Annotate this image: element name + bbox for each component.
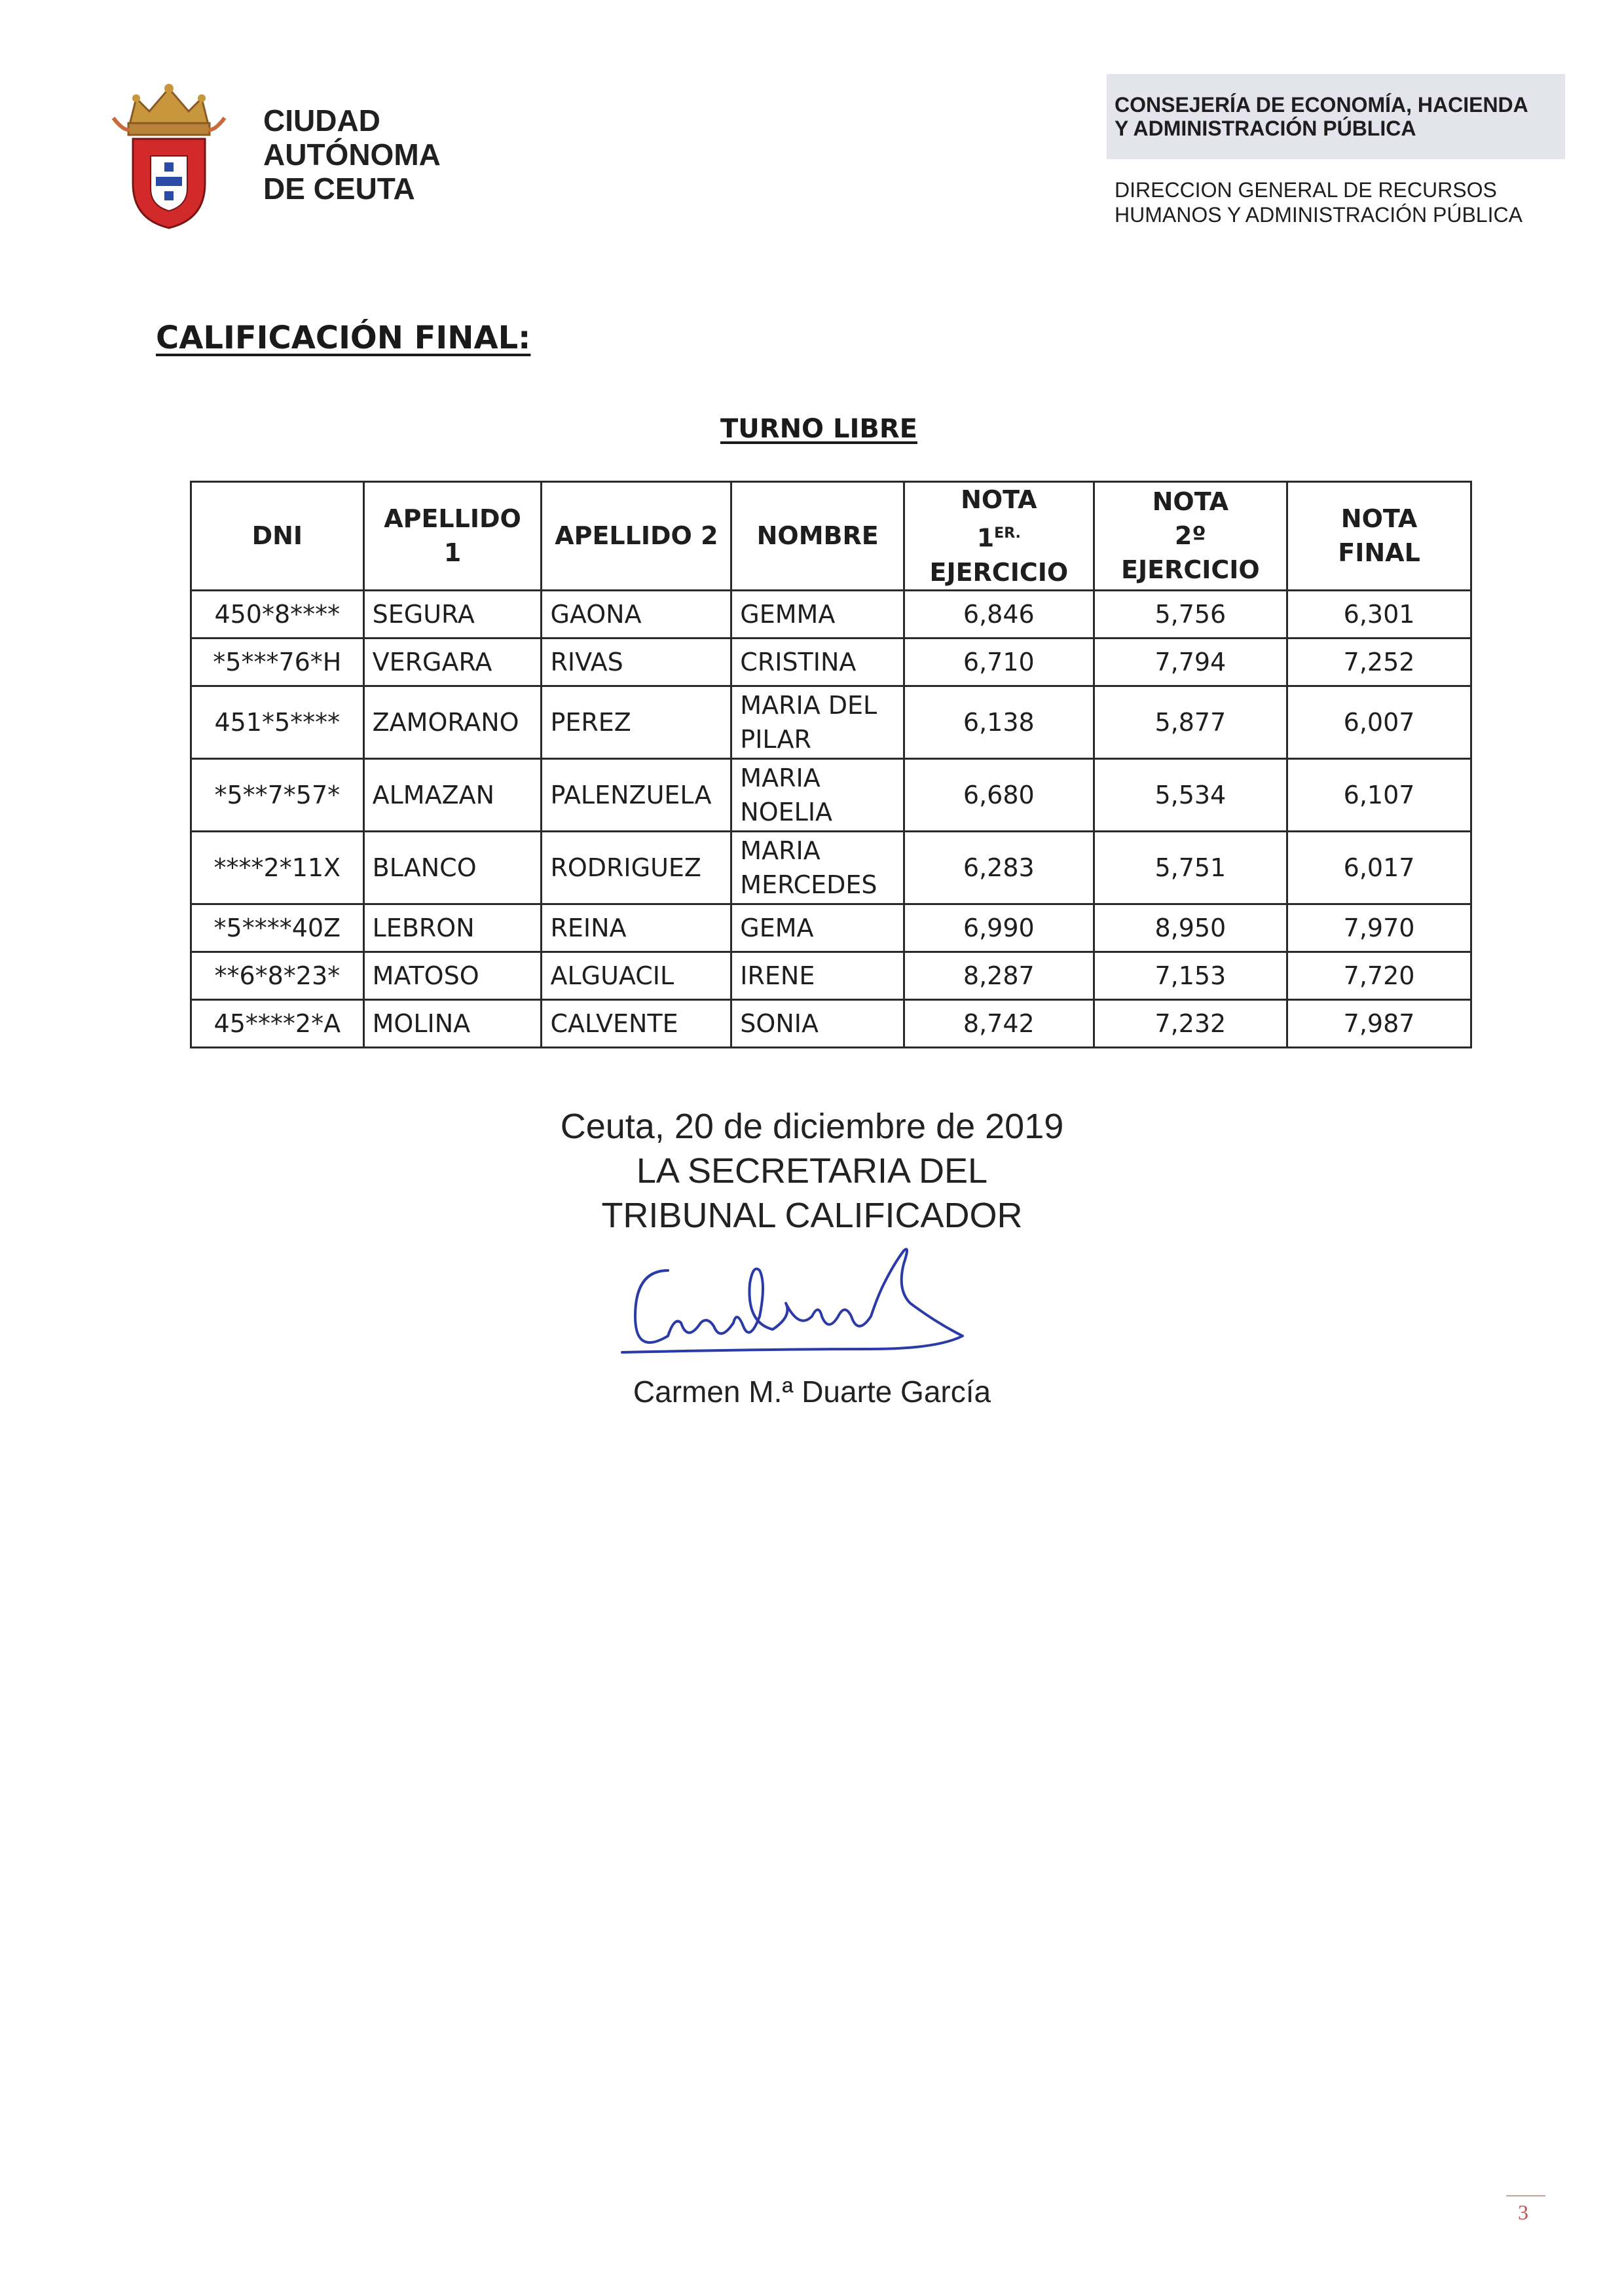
header-nota1-label: EJERCICIO xyxy=(929,557,1069,587)
cell-nota2: 5,534 xyxy=(1094,758,1287,831)
cell-nombre-line: MARIA xyxy=(740,763,821,792)
table-row xyxy=(191,638,1471,686)
header-final: NOTA FINAL xyxy=(1287,482,1471,591)
header-nota1-ordinal: ER. xyxy=(994,525,1021,542)
cell-final: 6,007 xyxy=(1287,686,1471,758)
cell-final: 6,107 xyxy=(1287,758,1471,831)
header-nota1-line2 xyxy=(913,517,1085,589)
header-nota2-line1: NOTA xyxy=(1152,487,1229,517)
directorate-line: DIRECCION GENERAL DE RECURSOS xyxy=(1115,178,1497,202)
cell-nombre: SONIA xyxy=(731,999,904,1047)
document-subtitle: TURNO LIBRE xyxy=(720,414,917,444)
cell-dni: 450*8**** xyxy=(191,590,364,638)
cell-nota2: 5,756 xyxy=(1094,590,1287,638)
cell-final: 7,970 xyxy=(1287,904,1471,952)
cell-apellido2: RODRIGUEZ xyxy=(542,831,731,904)
cell-dni: *5***76*H xyxy=(191,638,364,686)
cell-apellido1: MATOSO xyxy=(363,952,542,999)
cell-apellido2: RIVAS xyxy=(542,638,731,686)
crown-icon xyxy=(113,84,225,135)
header-nota2-line2: 2º EJERCICIO xyxy=(1121,521,1260,585)
cell-final: 7,720 xyxy=(1287,952,1471,999)
signer-role-line: LA SECRETARIA DEL xyxy=(636,1151,988,1191)
header-nota1 xyxy=(904,482,1094,591)
institution-name-line: AUTÓNOMA xyxy=(263,138,441,172)
department-line: CONSEJERÍA DE ECONOMÍA, HACIENDA xyxy=(1115,93,1528,117)
cell-dni: 45****2*A xyxy=(191,999,364,1047)
cell-nota1: 8,742 xyxy=(904,999,1094,1047)
cell-nota1: 6,990 xyxy=(904,904,1094,952)
table-row xyxy=(191,952,1471,999)
cell-nota2: 5,877 xyxy=(1094,686,1287,758)
cell-apellido2: ALGUACIL xyxy=(542,952,731,999)
header-apellido2: APELLIDO 2 xyxy=(542,482,731,591)
cell-nota1: 6,138 xyxy=(904,686,1094,758)
cell-dni: ****2*11X xyxy=(191,831,364,904)
cell-nombre-line: MARIA DEL xyxy=(740,690,877,720)
department-line: Y ADMINISTRACIÓN PÚBLICA xyxy=(1115,117,1416,140)
grades-table xyxy=(190,481,1472,1048)
institution-name-line: DE CEUTA xyxy=(263,172,415,206)
cell-final: 6,301 xyxy=(1287,590,1471,638)
header-nota1-number: 1 xyxy=(976,523,995,553)
table-row xyxy=(191,831,1471,904)
cell-nombre xyxy=(731,686,904,758)
cell-apellido1: BLANCO xyxy=(363,831,542,904)
coat-of-arms-icon xyxy=(110,79,228,229)
cell-nombre xyxy=(731,831,904,904)
table-row xyxy=(191,999,1471,1047)
table-row xyxy=(191,904,1471,952)
cell-nombre-line: PILAR xyxy=(740,724,811,754)
institution-name xyxy=(263,103,441,206)
handwritten-signature-icon xyxy=(596,1244,976,1375)
cell-nota2: 7,232 xyxy=(1094,999,1287,1047)
cell-nombre-line: MERCEDES xyxy=(740,870,877,899)
page-number-rule xyxy=(1506,2195,1545,2196)
directorate-line: HUMANOS Y ADMINISTRACIÓN PÚBLICA xyxy=(1115,203,1522,227)
cell-apellido1: LEBRON xyxy=(363,904,542,952)
cell-dni: *5****40Z xyxy=(191,904,364,952)
cell-nombre: IRENE xyxy=(731,952,904,999)
table-header-row xyxy=(191,482,1471,591)
cell-nombre-line: MARIA xyxy=(740,836,821,865)
cell-nota1: 6,846 xyxy=(904,590,1094,638)
cell-nota2: 7,153 xyxy=(1094,952,1287,999)
cell-apellido1: ALMAZAN xyxy=(363,758,542,831)
cell-apellido2: GAONA xyxy=(542,590,731,638)
cell-apellido1: MOLINA xyxy=(363,999,542,1047)
signer-name: Carmen M.ª Duarte García xyxy=(633,1375,991,1409)
table-row xyxy=(191,590,1471,638)
cell-nombre: GEMA xyxy=(731,904,904,952)
cell-apellido2: CALVENTE xyxy=(542,999,731,1047)
cell-nota2: 5,751 xyxy=(1094,831,1287,904)
header-apellido1: APELLIDO 1 xyxy=(363,482,542,591)
cell-nota1: 8,287 xyxy=(904,952,1094,999)
cell-final: 6,017 xyxy=(1287,831,1471,904)
header-nota2 xyxy=(1094,482,1287,591)
cell-nota1: 6,680 xyxy=(904,758,1094,831)
cell-apellido2: REINA xyxy=(542,904,731,952)
header-nota1-line1: NOTA xyxy=(961,485,1037,514)
cell-nota1: 6,283 xyxy=(904,831,1094,904)
cell-nombre: GEMMA xyxy=(731,590,904,638)
cell-final: 7,987 xyxy=(1287,999,1471,1047)
institution-name-line: CIUDAD xyxy=(263,103,380,138)
cell-nombre-line: NOELIA xyxy=(740,797,833,826)
page-number: 3 xyxy=(1518,2200,1528,2224)
cell-nombre: CRISTINA xyxy=(731,638,904,686)
cell-nota1: 6,710 xyxy=(904,638,1094,686)
cell-nombre xyxy=(731,758,904,831)
cell-apellido1: VERGARA xyxy=(363,638,542,686)
place-date: Ceuta, 20 de diciembre de 2019 xyxy=(560,1107,1064,1146)
header-dni: DNI xyxy=(191,482,364,591)
table-row xyxy=(191,686,1471,758)
table-row xyxy=(191,758,1471,831)
cell-nota2: 7,794 xyxy=(1094,638,1287,686)
cell-apellido2: PEREZ xyxy=(542,686,731,758)
signer-role-line: TRIBUNAL CALIFICADOR xyxy=(601,1196,1023,1235)
cell-apellido2: PALENZUELA xyxy=(542,758,731,831)
header-nombre: NOMBRE xyxy=(731,482,904,591)
cell-dni: 451*5**** xyxy=(191,686,364,758)
cell-nota2: 8,950 xyxy=(1094,904,1287,952)
cell-apellido1: ZAMORANO xyxy=(363,686,542,758)
cell-apellido1: SEGURA xyxy=(363,590,542,638)
document-title: CALIFICACIÓN FINAL: xyxy=(156,320,531,356)
cell-dni: **6*8*23* xyxy=(191,952,364,999)
cell-dni: *5**7*57* xyxy=(191,758,364,831)
cell-final: 7,252 xyxy=(1287,638,1471,686)
